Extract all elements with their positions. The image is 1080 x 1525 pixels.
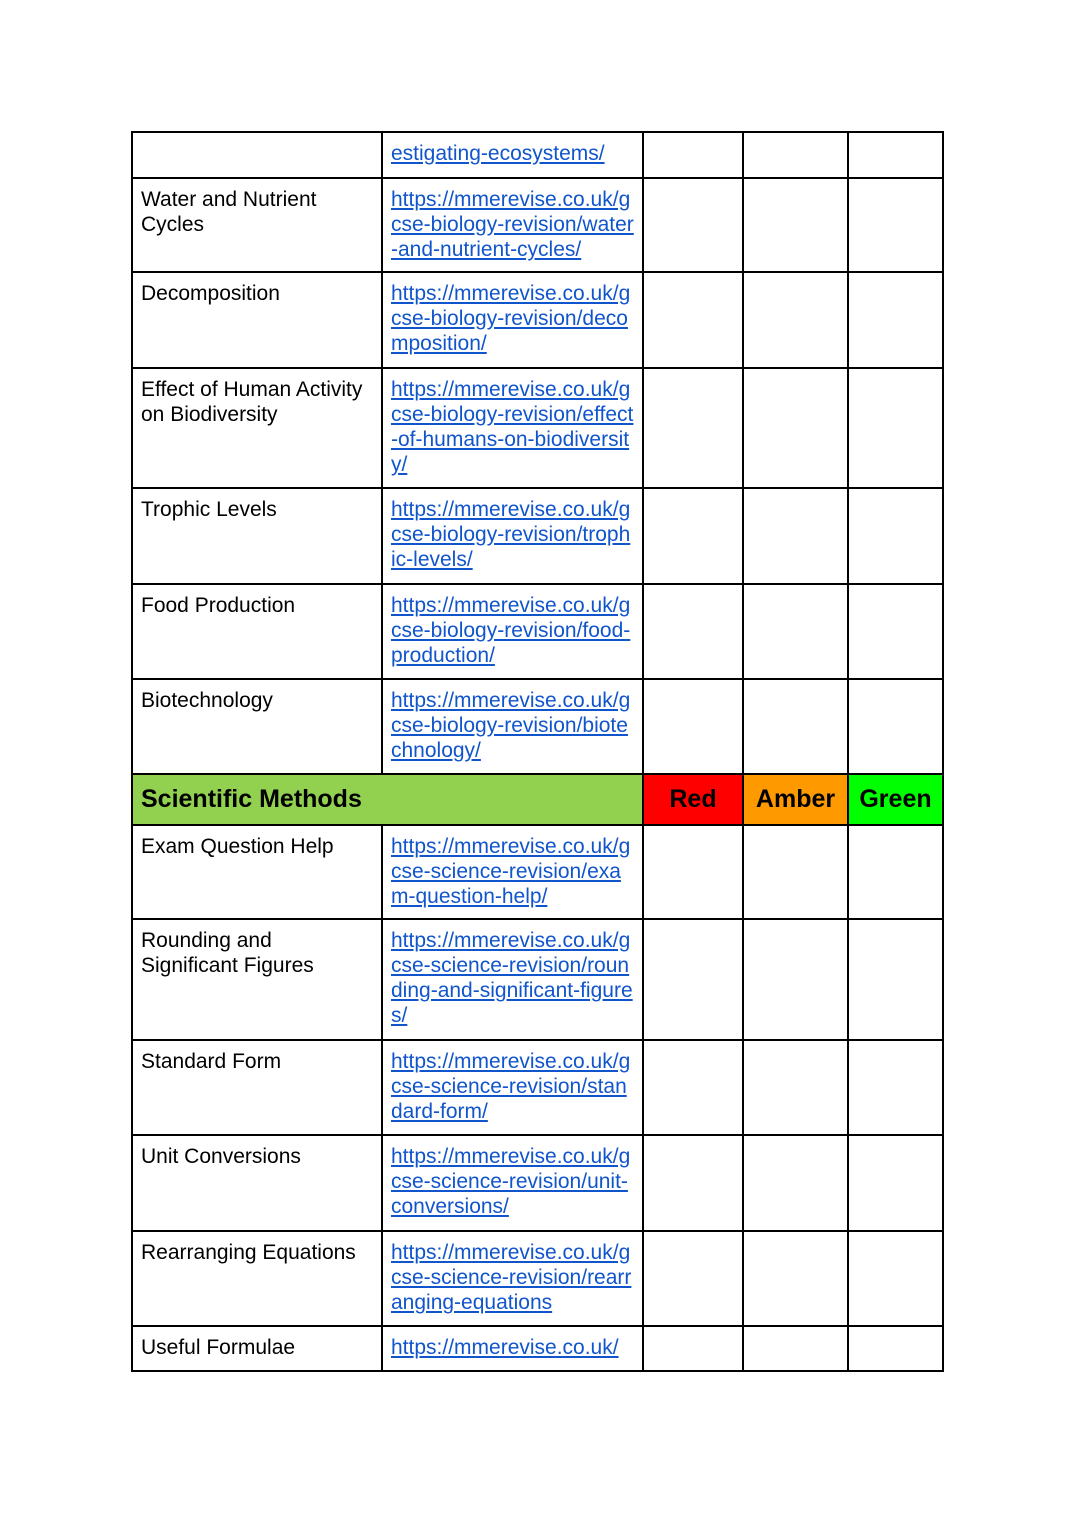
green-cell[interactable] xyxy=(848,272,943,368)
topic-cell: Standard Form xyxy=(132,1040,382,1135)
topic-cell: Food Production xyxy=(132,584,382,679)
topic-cell: Trophic Levels xyxy=(132,488,382,584)
amber-cell[interactable] xyxy=(743,825,848,919)
table-row xyxy=(132,584,943,679)
revision-link[interactable]: https://mmerevise.co.uk/gcse-biology-revision/food-production/ xyxy=(391,594,631,667)
link-cell xyxy=(382,919,643,1040)
table-row xyxy=(132,488,943,584)
green-cell[interactable] xyxy=(848,1231,943,1326)
green-cell[interactable] xyxy=(848,679,943,774)
topic-cell: Biotechnology xyxy=(132,679,382,774)
red-cell[interactable] xyxy=(643,1040,743,1135)
topic-cell: Unit Conversions xyxy=(132,1135,382,1231)
revision-link[interactable]: https://mmerevise.co.uk/gcse-biology-revision/biotechnology/ xyxy=(391,689,631,762)
table-row xyxy=(132,679,943,774)
green-cell[interactable] xyxy=(848,919,943,1040)
link-cell xyxy=(382,1135,643,1231)
green-cell[interactable] xyxy=(848,1040,943,1135)
table-row xyxy=(132,1040,943,1135)
table-row xyxy=(132,368,943,488)
red-cell[interactable] xyxy=(643,132,743,178)
table-row xyxy=(132,1231,943,1326)
link-cell xyxy=(382,825,643,919)
link-cell xyxy=(382,178,643,272)
revision-link[interactable]: https://mmerevise.co.uk/gcse-science-revision/rearranging-equations xyxy=(391,1241,632,1314)
amber-cell[interactable] xyxy=(743,132,848,178)
revision-link[interactable]: https://mmerevise.co.uk/gcse-biology-revision/water-and-nutrient-cycles/ xyxy=(391,188,634,261)
topic-cell: Useful Formulae xyxy=(132,1326,382,1371)
section-title: Scientific Methods xyxy=(132,774,643,825)
topic-cell: Exam Question Help xyxy=(132,825,382,919)
revision-link[interactable]: https://mmerevise.co.uk/gcse-science-revision/rounding-and-significant-figures/ xyxy=(391,929,633,1027)
red-cell[interactable] xyxy=(643,272,743,368)
green-cell[interactable] xyxy=(848,132,943,178)
table-row xyxy=(132,272,943,368)
link-cell xyxy=(382,488,643,584)
topic-cell: Rounding and Significant Figures xyxy=(132,919,382,1040)
table-row xyxy=(132,178,943,272)
red-cell[interactable] xyxy=(643,368,743,488)
red-cell[interactable] xyxy=(643,1326,743,1371)
table-row xyxy=(132,1326,943,1371)
amber-cell[interactable] xyxy=(743,1326,848,1371)
red-cell[interactable] xyxy=(643,178,743,272)
revision-link[interactable]: https://mmerevise.co.uk/gcse-biology-revision/effect-of-humans-on-biodiversity/ xyxy=(391,378,634,476)
revision-link[interactable]: estigating-ecosystems/ xyxy=(391,142,605,165)
revision-link[interactable]: https://mmerevise.co.uk/gcse-science-revision/standard-form/ xyxy=(391,1050,631,1123)
amber-cell[interactable] xyxy=(743,919,848,1040)
red-cell[interactable] xyxy=(643,488,743,584)
green-cell[interactable] xyxy=(848,1135,943,1231)
amber-cell[interactable] xyxy=(743,1135,848,1231)
revision-link[interactable]: https://mmerevise.co.uk/gcse-biology-revision/decomposition/ xyxy=(391,282,631,355)
green-header: Green xyxy=(848,774,943,825)
green-cell[interactable] xyxy=(848,368,943,488)
table-row xyxy=(132,825,943,919)
red-header: Red xyxy=(643,774,743,825)
amber-cell[interactable] xyxy=(743,178,848,272)
revision-link[interactable]: https://mmerevise.co.uk/gcse-science-revision/exam-question-help/ xyxy=(391,835,631,908)
revision-checklist-table xyxy=(131,131,944,1372)
red-cell[interactable] xyxy=(643,1231,743,1326)
amber-header: Amber xyxy=(743,774,848,825)
link-cell xyxy=(382,1231,643,1326)
table-row xyxy=(132,132,943,178)
link-cell xyxy=(382,584,643,679)
link-cell xyxy=(382,368,643,488)
green-cell[interactable] xyxy=(848,178,943,272)
topic-cell: Rearranging Equations xyxy=(132,1231,382,1326)
amber-cell[interactable] xyxy=(743,1231,848,1326)
section-header-row xyxy=(132,774,943,825)
table-row xyxy=(132,1135,943,1231)
topic-cell: Decomposition xyxy=(132,272,382,368)
red-cell[interactable] xyxy=(643,1135,743,1231)
red-cell[interactable] xyxy=(643,584,743,679)
red-cell[interactable] xyxy=(643,679,743,774)
red-cell[interactable] xyxy=(643,825,743,919)
revision-link[interactable]: https://mmerevise.co.uk/gcse-biology-revision/trophic-levels/ xyxy=(391,498,631,571)
link-cell xyxy=(382,132,643,178)
amber-cell[interactable] xyxy=(743,679,848,774)
topic-cell: Effect of Human Activity on Biodiversity xyxy=(132,368,382,488)
red-cell[interactable] xyxy=(643,919,743,1040)
amber-cell[interactable] xyxy=(743,1040,848,1135)
amber-cell[interactable] xyxy=(743,488,848,584)
topic-cell: Water and Nutrient Cycles xyxy=(132,178,382,272)
link-cell xyxy=(382,272,643,368)
green-cell[interactable] xyxy=(848,825,943,919)
link-cell xyxy=(382,679,643,774)
green-cell[interactable] xyxy=(848,488,943,584)
link-cell xyxy=(382,1040,643,1135)
green-cell[interactable] xyxy=(848,1326,943,1371)
revision-link[interactable]: https://mmerevise.co.uk/ xyxy=(391,1336,619,1359)
table-row xyxy=(132,919,943,1040)
amber-cell[interactable] xyxy=(743,272,848,368)
topic-cell xyxy=(132,132,382,178)
amber-cell[interactable] xyxy=(743,368,848,488)
revision-link[interactable]: https://mmerevise.co.uk/gcse-science-revision/unit-conversions/ xyxy=(391,1145,631,1218)
green-cell[interactable] xyxy=(848,584,943,679)
link-cell xyxy=(382,1326,643,1371)
amber-cell[interactable] xyxy=(743,584,848,679)
